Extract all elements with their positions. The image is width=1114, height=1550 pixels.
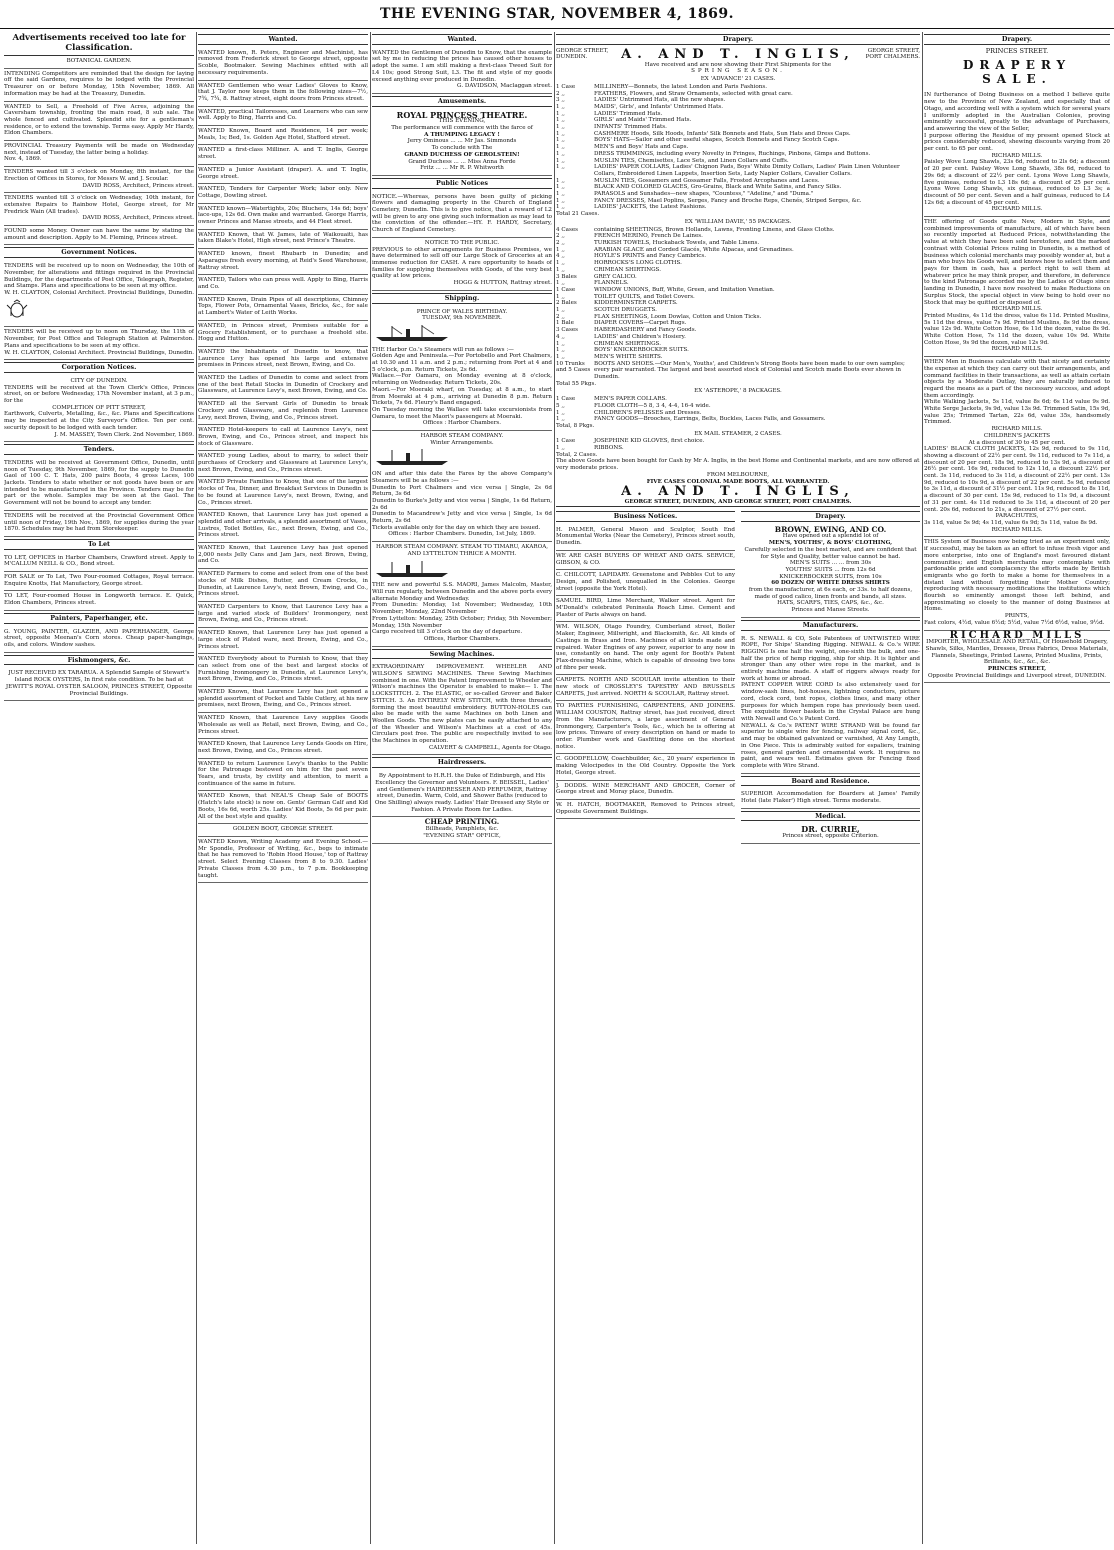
section-heading: Drapery. [924,34,1110,45]
drapery-sub [741,509,920,844]
goods-row [556,396,920,403]
wanted-ad: WANTED Known, Board and Residence, 14 per week; Meals, 1s; Bed, 1s. Golden Age Hotel, Stafford street. [198,126,368,145]
wanted-ad: WANTED all the Servant Girls of Dunedin to break Crockery and Glassware, and replenish from Laurence Levy, next Brown, Ewing, and Co., Princes street. [198,399,368,425]
goods-qty: 1 ,, [556,124,565,131]
notice-ad: NOTICE TO THE PUBLIC. PREVIOUS to other arrangements for Business Premises, we have determined to sell off our Large Stock of Groceries at an immense reduction for CASH. A rare opportunity to heads of families for supplying themselves with Goods, of the very best quality at low prices. HOGG & HUTTON, Rattray street. [372,238,552,291]
hsc-ad: HARBOR STEAM COMPANY. Winter Arrangements. ON and after this date the Fares by the above Company's Steamers will be as follows :— Dunedin to Port Chalmers and vice versa | Single, 2s 6d Return, 3s 6d Dunedin to Burke's Jetty and vice versa | Single, 1s 6d Return, 2s 6d Dunedin to Macandrew's Jetty and vice versa | Single, 1s 6d Return, 2s 6d Tickets available only for the day on which they are issued. Offices : Harbor Chambers. Dunedin, 1st July, 1869. [372,431,552,542]
hairdresser-ad: By Appointment to H.R.H. the Duke of Edinburgh, and His Excellency the Governor and Volunteers. F. BEISSEL, Ladies' and Gentlemen's HAIRDRESSER AND PERFUMER, Rattray street, Dunedin. Warm, Cold, and Shower Baths (reduced to One Shilling) always ready. Ladies' Hair Dressed any Style or Fashion. A Private Room for Ladies. [372,771,552,817]
goods-desc: BOYS' KNICKERBOCKER SUITS. [594,347,689,354]
goods-desc: MEN'S WHITE SHIRTS. [594,353,663,360]
section-heading: Drapery. [741,511,920,522]
business-ad: CARPETS. NORTH AND SCOULAR invite attention to their new stock of CROSSLEY'S TAPESTRY AND BRUSSELS CARPETS, Just arrived. NORTH & SCOULAR, Rattray street. [556,675,735,701]
goods-row [556,438,920,445]
goods-qty: 3 Cases [556,327,579,334]
goods-row [556,361,920,381]
goods-row [556,104,920,111]
wanted-ad: WANTED Known, that Laurence Levy has just opened a splendid and other arrivals, a splendid assortment of Vases, Lustres, Toilet Bottles, &c., next Brown, Ewing, and Co., Princes street. [198,510,368,543]
fare-row: Dunedin to Macandrew's Jetty and vice versa | Single, 1s 6d Return, 2s 6d [372,511,552,525]
to-let-ad: FOR SALE or To Let, Two Four-roomed Cottages, Royal terrace. Enquire Knotts, Hat Manufactory, George street. [4,572,194,591]
section-heading: To Let [4,539,194,550]
goods-qty: 4 Cases [556,226,579,233]
wanted-ad: WANTED the Inhabitants of Dunedin to know, that Laurence Levy has opened his large and extensive premises in Princes street, next Brown, Ewing, and Co. [198,347,368,373]
wanted-ad: WANTED the Ladies of Dunedin to come and select from one of the best Retail Stocks in Dunedin of Crockery and Glassware, at Laurence Levy's, next Brown, Ewing, and Co. [198,373,368,399]
section-heading: Corporation Notices. [4,362,194,373]
goods-desc: MAIDS', Girls', and Infants' Untrimmed Hats. [594,103,724,110]
wanted-ad: WANTED, Tailors who can press well. Apply to Bing, Harris and Co. [198,275,368,294]
section-heading: Drapery. [556,34,920,45]
mills-ad: THIS System of Business now being tried as an experiment only, if successful, may be taken as an effort to infuse fresh vigor and more enterprise, into one of England's most favoured distant communities; and English merchants may contemplate with pardonable pride and complacency the efforts made by British emigrants who go forth to make a home for themselves in a distant land without forgetting their Mother Country; reproducing with necessary modifications the institutions which flourish so eminently amongst those left behind, and approximating so closely to the manner of doing Business at Home. PRINTS, Fast colors, 4½d, value 6½d; 5½d, value 7½d 6½d, value, 9½d. [924,537,1110,630]
goods-row [556,334,920,341]
royal-crest-icon [4,299,30,319]
goods-qty: 1 ,, [556,340,565,347]
business-ad: W. H. HATCH, BOOTMAKER, Removed to Princes street, Opposite Government Buildings. [556,800,735,819]
section-heading: Hairdressers. [372,757,552,768]
goods-qty: 1 ,, [556,164,565,171]
col4-sub [556,509,920,844]
goods-desc: LADIES' Untrimmed Hats, all the new shapes. [594,97,726,104]
goods-row [556,347,920,354]
goods-qty: 1 ,, [556,280,565,287]
goods-row [556,131,920,138]
goods-desc: LADIES' JACKETS, the Latest Fashions. [594,204,707,211]
column-rule [554,32,555,1544]
mills-ad: WHEN Men in Business calculate with that nicety and certainty the expense at which they can carry out their arrangements, and command facilities in their transactions, as well as attain certain objects by a Moderate Outlay, they are naturally induced to regard the means as a part of the necessary success, and adopt them accordingly. White Walking Jackets, 5s 11d, value 8s 6d; 6s 11d value 9s 9d. White Serge Jackets, 9s 9d, value 13s 9d. Trimmed Satin, 15s 9d, value 25s; Trimmed Tartan, 22s 6d, value 35s, handsomely Trimmed. RICHARD MILLS. CHILDREN'S JACKETS At a discount of 30 to 45 per cent. LADIES' BLACK CLOTH JACKETS, 12s 9d, reduced to 9s 11d, showing a discount of 22½ per cent. 9s 11d, reduced to 7s 11d, a discount of 20 per cent. 18s 9d, reduced to 13s 9d, a discount of 26½ per cent. 16s 9d, reduced to 12s 11d, a discount 22½ per cent. 3s 11d, reduced to 3s 11d, a discount of 22½ per cent. 13s 9d, reduced to 10s 9d, a discount of 22 per cent. 5s 9d, reduced to 3s 11d, a discount of 31½ per cent. 11s 9d, reduced to 8s 11d, a discount of 30 per cent. 15s 9d, reduced to 11s 9d, a discount of 31 per cent. 4s 11d reduced to 3s 11d, a discount of 20 per cent. 20s 6d, reduced to 21s, a discount of 27½ per cent. PARACHUTES, 3s 11d, value 5s 9d; 4s 11d, value 6s 9d; 5s 11d, value 8s 9d. RICHARD MILLS. [924,357,1110,537]
wanted-ad: WANTED Known, that Laurence Levy Lends Goods on Hire, next Brown, Ewing, and Co., Princes street. [198,739,368,758]
goods-qty: 4 ,, [556,333,565,340]
goods-desc: INFANTS' Trimmed Hats. [594,124,667,131]
to-let-ad: TO LET, Four-roomed House in Longworth terrace. E. Quick, Eldon Chambers, Princes street. [4,591,194,610]
goods-qty: 1 ,, [556,144,565,151]
goods-row [556,280,920,287]
goods-qty: 2 ,, [556,233,565,240]
goods-qty: 1 ,, [556,103,565,110]
business-ad: WM. WILSON, Otago Foundry, Cumberland street, Boiler Maker, Engineer, Millwright, and Blacksmith, &c. All kinds of Castings in Brass and Iron. Machines of all kinds made and repaired. Water Engines of any power, superior to any now in use, constantly on hand. The only agent for Booth's Patent Flax-dressing Machine, which is capable of dressing two tons of fibre per week. [556,622,735,675]
tenders-ad: TENDERS wanted till 3 o'clock on Wednesday, 10th instant, for extensive Repairs to Rainbow Hotel, George street, for Mr Fredrick Wain (All trades). DAVID ROSS, Architect, Princes street. [4,193,194,226]
davidson-ad: WANTED the Gentlemen of Dunedin to Know, that the example set by me in reducing the prices has caused other houses to adopt the same. I am still making a first-class Tweed Suit for L4 10s; good Strong Suit, L3. The fit and style of my goods exceed anything ever produced in Dunedin. G. DAVIDSON, Maclaggan street. [372,48,552,94]
wanted-ad: WANTED Known, that Laurence Levy supplies Goods Wholesale as well as Retail, next Brown, Ewing, and Co., Princes street. [198,713,368,739]
goods-qty: 1 Case [556,83,576,90]
goods-row [556,307,920,314]
goods-desc: SCOTCH DRUGGETS. [594,307,657,314]
section-heading: Wanted. [198,34,368,45]
newall-ad: R. S. NEWALL & CO, Sole Patentees of UNTWISTED WIRE ROPE, For Ships' Standing Rigging. NEWALL & Co.'s WIRE RIGGING Is one half the weight, one-sixth the bulk, and one-half the price of hemp rigging, ship for ship. It is lighter and stronger than any other wire rope in the market, and is entirely machine made. A staff of riggers always ready for work at home or abroad. PATENT COPPER WIRE CORD Is also extensively used for window-sash lines, hot-houses, lightning conductors, picture cord, clock cord, tent ropes, clothes lines, and many other purposes for which hempen rope has previously been used. The exquisite flower baskets in the Crystal Palace are hung with Newall and Co.'s Patent Cord. NEWALL & Co.'s PATENT WIRE STRAND Will be found far superior to single wire for fencing, railway signal cord, &c., and may be obtained galvanized or varnished, At Any Length, in One Piece. This is admirably suited for espaliers, training roses, general garden and ornamental work. It requires no paint, and wears well. Estimates given for Fencing fixed complete with Wire Strand. [741,634,920,774]
goods-qty: 1 ,, [556,260,565,267]
suits-list [741,560,920,580]
fare-row: Dunedin to Burke's Jetty and vice versa | Single, 1s 6d Return, 2s 6d [372,497,552,511]
goods-row [556,204,920,211]
goods-row [556,164,920,177]
goods-row [556,117,920,124]
goods-desc: BOOTS AND SHOES.—Our Men's, Youths', and Children's Strong Boots have been made to our own samples; every pair warranted. The largest and best assorted stock of Colonial and Scotch made Boots ever shown in Dunedin. [594,360,905,381]
wanted-ad: WANTED Everybody about to Furnish to Know, that they can select from one of the best and largest stocks of Furnishing Ironmongery in Dunedin, at Laurence Levy's, next Brown, Ewing, and Co., Princes street. [198,654,368,687]
goods-row [556,267,920,274]
goods-qty: 1 Bale [556,320,574,327]
wanted-ad: WANTED young Ladies, about to marry, to select their purchases of Crockery and Glassware at Laurence Levy's, next Brown, Ewing, and Co., Princes street. [198,451,368,477]
column-rule [196,32,197,1544]
goods-qty: 2 ,, [556,313,565,320]
goods-desc: TURKISH TOWELS, Huckaback Towels, and Table Linens. [594,239,760,246]
goods-row [556,151,920,158]
business-list [556,525,735,820]
wanted-ad: WANTED Farmers to come and select from one of the best stocks of Milk Dishes, Butter, and Cream Crocks, in Dunedin, at Laurence Levy's, next Brown, Ewing, and Co., Princes street. [198,569,368,602]
goods-desc: WINDOW UNIONS, Buff, White, Green, and Imitation Venetian. [594,286,775,293]
theatre-ad: ROYAL PRINCESS THEATRE. THIS EVENING, The performance will commence with the farce of A THUMPING LEGACY ! Jerry Ominous ... ... Mr Jas. Simmonds To conclude with The GRAND DUCHESS OF GEROLSTEIN! Grand Duchess ... ... Miss Anna Forde Fritz ... ... Mr R. P. Whitworth [372,110,552,176]
goods-list [556,396,920,423]
goods-row [556,445,920,452]
wanted-ad: WANTED known—Watertights, 20s; Bluchers, 14s 6d; boys' lace-ups, 12s 6d. Own make and warranted. George Harris, owner Princes and Manse streets, and 44 Fleet street. [198,204,368,230]
botanical-ad: INTENDING Competitors are reminded that the design for laying off the said Gardens, requires to be lodged with the Provincial Treasurer on or before Monday, 15th November, 1869. All information may be had at the Treasury, Dunedin. [4,69,194,102]
goods-desc: FANCY GOODS—Brooches, Earrings, Belts, Buckles, Laces Falls, and Gossamers. [594,416,826,423]
section-heading: Fishmongers, &c. [4,655,194,666]
column-rule [370,32,371,1544]
wanted-ad: WANTED known, R. Peters, Engineer and Machinist, has removed from Frederick street to George street, opposite Scoble, Bootmaker. Sewing Machines efitted with all necessary requirements. [198,48,368,81]
business-ad: WE ARE CASH BUYERS OF WHEAT AND OATS. SERVICE, GIBSON, & CO. [556,551,735,570]
goods-list [556,438,920,451]
painter-ad: G. YOUNG, PAINTER, GLAZIER, AND PAPERHANGER, George street, opposite Meenan's Corn stores. Cheap paper-hangings, oils, and colors. Window sashes. [4,627,194,653]
goods-row [556,111,920,118]
goods-row [556,144,920,151]
goods-qty: 1 ,, [556,246,565,253]
wanted-ad: WANTED Known, that Laurence Levy has just opened 2,000 nests Jelly Cans and Jam Jars, next Brown, Ewing, and Co. [198,543,368,569]
goods-row [556,124,920,131]
botanical-head: BOTANICAL GARDEN. [4,56,194,69]
goods-desc: JOSEPHINE KID GLOVES, first choice. [594,438,705,445]
wanted-ad: WANTED to return Laurence Levy's thanks to the Public for the Patronage bestowed on him for the past seven Years, and trusts, by civility and attention, to merit a continuance of the same in future. [198,759,368,792]
goods-row [556,341,920,348]
goods-row [556,416,920,423]
inglis-name: A. AND T. INGLIS, [621,484,855,500]
wanted-sell-ad: WANTED to Sell, a Freehold of Five Acres, adjoining the Caversham township, fronting the main road, 8 sub sale. The whole fenced and cultivated. Splendid site for a gentleman's residence, or to extend the township. Terms easy. Apply Mr Hardy, Eldon Chambers. [4,102,194,142]
goods-row [556,410,920,417]
mills-ad: THE offering of Goods quite New, Modern in Style, and combined improvements of manufacture, all of which have been so recently imported at Reduced Prices, notwithstanding the value at which they have been sold heretofore, and the marked contrast with Colonial Prices ruling in Dunedin, is a method of business which colonial merchants may possibly wonder at, but a man who buys his Goods well, and knows how to select them and pays for them in cash, has a perfect right to sell them at whatever price he may think proper, and therefore, in deference to the kind Patronage accorded me by the Ladies of Otago since landing in Dunedin, I have now resolved to make Reductions on Surplus Stock, the special object in view being to hold over no Stock that may be quitted or disposed of. RICHARD MILLS. Printed Muslins, 4s 11d the dress, value 6s 11d. Printed Muslins, 5s 11d the dress, value 7s 9d. Printed Muslins, 8s 9d the dress, value 12s 9d. White Cotton Hose, 6s 11d the dozen, value 8s 9d. White Cotton Hose, 7s 11d the dozen, value 10s 9d. White Cotton Hose, 9s 9d the dozen, value 12s 9d. RICHARD MILLS. [924,217,1110,357]
drapery-sale-title: DRAPERY SALE. [962,58,1072,87]
column-3 [372,32,552,1544]
goods-row [556,184,920,191]
sewing-ad: EXTRAORDINARY IMPROVEMENT. WHEELER AND WILSON'S SEWING MACHINES. Three Sewing Machines combined in one. With the Patent Improvement to Wheeler and Wilson's machines the Operator is enabled to make— 1. The LOCKSTITCH. 2. The ELASTIC, or so-called Grover and Baker STITCH. 3. An ENTIRELY NEW STITCH, with three threads, forming the most beautiful embroidery. BUTTON-HOLES can also be made with the same Machines on both Linen and Woollen Goods. The new plates can be easily attached to any of the Wheeler and Wilson's Machines at a cost of 45s. Circulars post free. The public are respectfully invited to see the Machines in operation. CALVERT & CAMPBELL, Agents for Otago. [372,662,552,755]
section-heading: Medical. [741,811,920,822]
goods-row [556,191,920,198]
goods-desc: GREY CALICO. [594,273,637,280]
wanted-ad: WANTED Gentlemen who wear Ladies' Gloves to Know, that J. Taylor now keeps them in the following sizes—7½, 7¾, 7¾, 8. Rattray street, eight doors from Princes street. [198,81,368,107]
section-heading: Government Notices. [4,247,194,258]
goods-row [556,158,920,165]
goods-qty: 1 ,, [556,110,565,117]
wanted-ad: WANTED Known, Drain Pipes of all descriptions, Chimney Tops, Flower Pots, Ornamental Vases, Bricks, &c., for sale at Lambert's Water of Leith Works. [198,295,368,321]
wanted-ad: WANTED Private Families to Know, that one of the largest stocks of Tea, Dinner, and Breakfast Services in Dunedin is to be found at Laurence Levy's, next Brown, Ewing, and Co., Princes street. [198,477,368,510]
goods-desc: FLOOR CLOTH—5 8, 3 4, 4-4, 16-4 wide. [594,402,711,409]
goods-qty: 1 Case [556,438,576,445]
found-ad: FOUND some Money. Owner can have the same by stating the amount and description. Apply to M. Fleming, Princes street. [4,226,194,245]
goods-row [556,320,920,327]
goods-qty: 2 ,, [556,90,565,97]
goods-desc: HORROCKS'S LONG CLOTHS. [594,260,682,267]
goods-qty: 10 Trunks and 5 Cases [556,360,591,374]
section-heading: Sewing Machines. [372,649,552,660]
goods-qty: 1 ,, [556,150,565,157]
goods-row [556,314,920,321]
goods-desc: TOILET QUILTS, and Toilet Covers. [594,293,695,300]
goods-qty: 1 ,, [556,130,565,137]
schedule-row: From Lyttelton: Monday, 25th October; Friday, 5th November; Monday, 15th November [372,615,552,629]
goods-qty: 4 ,, [556,253,565,260]
goods-desc: containing SHEETINGS, Brown Hollands, Lawns, Fronting Linens, and Glass Cloths. [594,226,835,233]
mills-ad: IN furtherance of Doing Business on a method I believe quite new to the Province of New Zealand, and especially that of Otago, and according well with a system which for several years I uniformly adopted in the Australian Colonies, proving eminently successful, greatly to the advantage of Purchasers, and answering the view of the Seller, I purpose offering the Residue of my present opened Stock at prices considerably reduced, shewing discounts varying from 20 per cent. to 65 per cent. RICHARD MILLS. Paisley Wove Long Shawls, 23s 6d, reduced to 2ls 6d; a discount of 20 per cent. Paisley Wove Long Shawls, 38s 6d, reduced to 29s 6d; a discount of 22½ per cent. Lyons Wove Long Shawls, five guineas, reduced to L3 18s 6d; a discount of 25 per cent. Lyons Wove Long Shawls, six guineas, reduced to L3 3s; a discount of 50 per cent. Seven and a half guineas, reduced to L4 12s 6d; a discount of 45 per cent. RICHARD MILLS. [924,90,1110,217]
schedule-row: From Dunedin: Monday, 1st November; Wednesday, 10th November; Monday, 22nd November [372,602,552,616]
section-heading: Shipping. [372,293,552,304]
goods-desc: RIBBONS. [594,445,624,452]
fare-row: Dunedin to Port Chalmers and vice versa | Single, 2s 6d Return, 3s 6d [372,484,552,498]
steamer-icon [372,560,452,578]
inglis-header: GEORGE STREET, DUNEDIN. A. AND T. INGLIS, GEORGE STREET, PORT CHALMERS. [556,46,920,62]
goods-desc: FRENCH MERINO, French De Laines. [594,233,703,240]
goods-desc: FLAX SHEETINGS, Loom Dowlas, Cotton and Union Ticks. [594,313,762,320]
board-ad: SUPERIOR Accommodation for Boarders at James' Family Hotel (late Flaker') High street. Terms moderate. [741,789,920,808]
wanted-ad: WANTED Known, that Laurence Levy has just opened a splendid assortment of Pocket and Table Cutlery, at his new premises, next Brown, Ewing, and Co., Princes street. [198,687,368,713]
goods-row [556,240,920,247]
wanted-ad: WANTED Carpenters to Know, that Laurence Levy has a large and varied stock of Builders' Ironmongery, next Brown, Ewing, and Co., Princes street. [198,602,368,628]
column-rule [922,32,923,1544]
goods-row [556,253,920,260]
goods-desc: KIDDERMINSTER CARPETS. [594,300,678,307]
goods-row [556,91,920,98]
fare-list [372,485,552,525]
goods-qty: 1 ,, [556,347,565,354]
goods-desc: PARASOLS and Sunshades—new shapes, "Countess," "Adeline," and "Duma." [594,191,814,198]
goods-desc: CASHMERE Hoods, Silk Hoods, Infants' Silk Bonnets and Hats, Sun Hats and Dress Caps. [594,130,851,137]
goods-desc: LADIES' Trimmed Hats. [594,110,663,117]
wanted-ad: WANTED a first-class Milliner. A. and T. Inglis, George street. [198,145,368,164]
goods-qty: 1 ,, [556,409,565,416]
schedule-list [372,602,552,629]
golden-boot: GOLDEN BOOT, GEORGE STREET. [198,824,368,837]
wanted-list [198,48,368,825]
wanted-ad: WANTED, practical Tailoresses, and Learners who can sew well. Apply to Bing, Harris and Co. [198,107,368,126]
goods-row [556,198,920,205]
to-let-ad: TO LET, OFFICES in Harbor Chambers, Crawford street. Apply to M'CALLUM NEILL & CO., Bond street. [4,553,194,572]
business-ad: C. CHILCOTT, LAPIDARY. Greenstone and Pebbles Cut to any Design, and Polished, unequalled in the Colonies. George street (opposite the York Hotel). [556,570,735,596]
goods-qty: 1 ,, [556,137,565,144]
goods-qty: 1 ,, [556,293,565,300]
notice-ad: NOTICE.—Whereas, persons have been guilty of picking flowers and damaging property in the Church of England Cemetery, Dunedin. This is to give notice, that a reward of L2 will be given to any one giving such information as may lead to the conviction of the offender.—HY. F. HARDY, Secretary, Church of England Cemetery. [372,192,552,238]
goods-qty: 1 ,, [556,353,565,360]
wanted-ad: WANTED Hotel-keepers to call at Laurence Levy's, next Brown, Ewing, and Co., Princes street, and inspect his stock of Glassware. [198,425,368,451]
goods-row [556,294,920,301]
business-ad: TO PARTIES FURNISHING, CARPENTERS, AND JOINERS. WILLIAM COUSTON, Rattray street, has just received, direct from the Manufacturers, a large assortment of General Ironmongery, Carpenter's Tools, &c., which he is offering at low prices. Tinware of every description on hand or made to order. Plumber work and Gasfitting done on the shortest notice. [556,701,735,754]
goods-desc: MEN'S and Boys' Hats and Caps. [594,144,689,151]
wanted-ad: WANTED known, finest Rhubarb in Dunedin; and Asparagus fresh every morning, at Reid's Seed Warehouse, Rattray street. [198,249,368,275]
goods-qty: 1 ,, [556,266,565,273]
goods-row [556,260,920,267]
maori-ad: HARBOR STEAM COMPANY. STEAM TO TIMARU, AKAROA, AND LYTTELTON THRICE A MONTH. THE new and powerful S.S. MAORI, James Malcolm, Master, Will run regularly, between Dunedin and the above ports every alternate Monday and Wednesday. From Dunedin: Monday, 1st November; Wednesday, 10th November; Monday, 22nd November From Lyttelton: Monday, 25th October; Friday, 5th November; Monday, 15th November Cargo received till 3 o'clock on the day of departure. Offices, Harbor Chambers. [372,542,552,646]
goods-list [556,84,920,211]
corp-notice: CITY OF DUNEDIN. TENDERS will be received at the Town Clerk's Office, Princes street, on or before Wednesday, 17th November instant, at 3 p.m., for the COMPLETION OF PITT STREET, Earthwork, Culverts, Metalling, &c., &c. Plans and Specifications may be inspected at the City Surveyor's Office. Ten per cent. security deposit to be lodged with each tender. J. M. MASSEY, Town Clerk. 2nd November, 1869. [4,376,194,442]
column-5: Drapery. PRINCES STREET. DRAPERY SALE. IN furtherance of Doing Business on a method I believe quite new to the Province of New Zealand, and especially that of Otago, and according well with a system which for several years I uniformly adopted in the Australian Colonies, proving eminently successful, greatly to the advantage of Purchasers, and answering the view of the Seller, I purpose offering the Residue of my present opened Stock at prices considerably reduced, shewing discounts varying from 20 per cent. to 65 per cent. RICHARD MILLS. Paisley Wove Long Shawls, 23s 6d, reduced to 2ls 6d; a discount of 20 per cent. Paisley Wove Long Shawls, 38s 6d, reduced to 29s 6d; a discount of 22½ per cent. Lyons Wove Long Shawls, five guineas, reduced to L3 18s 6d; a discount of 25 per cent. Lyons Wove Long Shawls, six guineas, reduced to L3 3s; a discount of 50 per cent. Seven and a half guineas, reduced to L4 12s 6d; a discount of 45 per cent. RICHARD MILLS. THE offering of Goods quite New, Modern in Style, and combined improvements of manufacture, all of which have been so recently imported at Reduced Prices, notwithstanding the value at which they have been sold heretofore, and the marked contrast with Colonial Prices ruling in Dunedin, is a method of business which colonial merchants may possibly wonder at, but a man who buys his Goods well, and knows how to select them and pays for them in cash, has a perfect right to sell them at whatever price he may think proper, and therefore, in deference to the kind Patronage accorded me by the Ladies of Otago since landing in Dunedin, I have now resolved to make Reductions on Surplus Stock, the special object in view being to hold over no Stock that may be quitted or disposed of. RICHARD MILLS. Printed Muslins, 4s 11d the dress, value 6s 11d. Printed Muslins, 5s 11d the dress, value 7s 9d. Printed Muslins, 8s 9d the dress, value 12s 9d. White Cotton Hose, 6s 11d the dozen, value 8s 9d. White Cotton Hose, 7s 11d the dozen, value 10s 9d. White Cotton Hose, 9s 9d the dozen, value 12s 9d. RICHARD MILLS. WHEN Men in Business calculate with that nicety and certainty the expense at which they can carry out their arrangements, and command facilities in their transactions, as well as attain certain objects by a Moderate Outlay, they are naturally induced to regard the means as a part of the necessary success, and adopt them accordingly. White Walking Jackets, 5s 11d, value 8s 6d; 6s 11d value 9s 9d. White Serge Jackets, 9s 9d, value 13s 9d. Trimmed Satin, 15s 9d, value 25s; Trimmed Tartan, 22s 6d, value 35s, handsomely Trimmed. RICHARD MILLS. CHILDREN'S JACKETS At a discount of 30 to 45 per cent. LADIES' BLACK CLOTH JACKETS, 12s 9d, reduced to 9s 11d, showing a discount of 22½ per cent. 9s 11d, reduced to 7s 11d, a discount of 20 per cent. 18s 9d, reduced to 13s 9d, a discount of 26½ per cent. 16s 9d, reduced to 12s 11d, a discount 22½ per cent. 3s 11d, reduced to 3s 11d, a discount of 22½ per cent. 13s 9d, reduced to 10s 9d, a discount of 22 per cent. 5s 9d, reduced to 3s 11d, a discount of 31½ per cent. 11s 9d, reduced to 8s 11d, a discount of 30 per cent. 15s 9d, reduced to 11s 9d, a discount of 31 per cent. 4s 11d reduced to 3s 11d, a discount of 20 per cent. 20s 6d, reduced to 21s, a discount of 27½ per cent. PARACHUTES, 3s 11d, value 5s 9d; 4s 11d, value 6s 9d; 5s 11d, value 8s 9d. RICHARD MILLS. THIS System of Business now being tried as an experiment only, if successful, may be taken as an effort to infuse fresh vigor and more enterprise, into one of England's most favoured distant communities; and English merchants may contemplate with pardonable pride and complacency the efforts made by British emigrants who go forth to make a home for themselves in a distant land without forgetting their Mother Country; reproducing with necessary modifications the institutions which flourish so eminently amongst those left behind, and approximating so closely to the manner of doing Business at Home. PRINTS, Fast colors, 4½d, value 6½d; 5½d, value 7½d 6½d, value, 9½d. RICHARD MILLS IMPORTER, WHOLESALE AND RETAIL, Of Household Drapery, Shawls, Silks, Mantles, Dresses, Dress Fabrics, Dress Materials, Flannels, Sheetings, Printed Lawns, Printed Muslins, Prints, Brilliants, &c., &c., &c. PRINCES STREET, Opposite Provincial Buildings and Liverpool street, DUNEDIN. [924,32,1110,1544]
gov-notice: TENDERS will be received up to noon on Thursday, the 11th of November, for Post Office and Telegraph Station at Palmerston. Plans and specifications to be seen at my office. W. H. CLAYTON, Colonial Architect. Provincial Buildings, Dunedin. [4,327,194,360]
goods-qty: 1 ,, [556,191,565,198]
business-ad: C. GOODFELLOW, Coachbuilder, &c., 20 years' experience in making Velocipedes in the Old Country. Opposite the York Hotel, George street. [556,754,735,780]
goods-row [556,300,920,307]
goods-row [556,178,920,185]
goods-desc: FEATHERS, Flowers, and Straw Ornaments, selected with great care. [594,90,793,97]
section-heading: Public Notices [372,178,552,189]
goods-qty: 5 ,, [556,402,565,409]
goods-qty: 2 Bales [556,300,577,307]
goods-row [556,287,920,294]
goods-desc: DRESS TRIMMINGS, including every Novelty in Fringes, Ruchings, Pinbons, Gimps and Buttons. [594,150,871,157]
printing-ad: CHEAP PRINTING. Billheads, Pamphlets, &c. "EVENING STAR" OFFICE, [372,817,552,843]
goods-qty: 3 Bales [556,273,577,280]
tender-ad: TENDERS will be received at the Provincial Government Office until noon of Friday, 19th Nov., 1869, for supplies during the year 1870. Schedules may be had from Storekeeper. [4,511,194,537]
goods-row [556,84,920,91]
goods-qty: 1 Case [556,396,576,403]
column-2 [198,32,368,1544]
steamer-icon [372,448,452,466]
goods-desc: FANCY DRESSES, Mael Poplins, Serges, Fancy and Broche Reps, Chenés, Striped Serges, &c. [594,197,862,204]
goods-row [556,327,920,334]
goods-desc: BOYS' HATS—Sailor and other useful shapes, Scotch Bonnets and Fancy Scotch Caps. [594,137,840,144]
goods-desc: DIAPER COVERS—Carpet Rugs. [594,320,687,327]
gov-notice: TENDERS will be received up to noon on Wednesday, the 10th of November, for alterations and fittings required in the Provincial Buildings, for the departments of Post Office, Telegraph, Register, and Stamps. Plans and specifications to be seen at my office. W. H. CLAYTON, Colonial Architect. Provincial Buildings, Dunedin. [4,261,194,327]
brown-ewing-ad: BROWN, EWING, AND CO. Have opened out a splendid lot of MEN'S, YOUTHS', & BOYS' CLOTHING, Carefully selected in the best market, and are confident that for Style and Quality, better value cannot be had. MEN'S SUITS ... ... from 30s YOUTHS' SUITS ... from 12s 6d KNICKERBOCKER SUITS, from 10s 60 DOZEN OF WHITE DRESS SHIRTS from the manufacturer, at 6s each, or 33s. to half dozens, made of good calico, linen fronts and bands, all sizes. HATS, SCARFS, TIES, CAPS, &c., &c. Princes and Manse Streets. [741,525,920,618]
goods-qty: 1 ,, [556,117,565,124]
column-4: Drapery. GEORGE STREET, DUNEDIN. A. AND T. INGLIS, GEORGE STREET, PORT CHALMERS. Have received and are now showing their First Shipments for the SPRING SEASON. EX 'ADVANCE' 21 CASES. 1 Case MILLINERY—Bonnets, the latest London and Paris Fashions. 2 ,, FEATHERS, Flowers, and Straw Ornaments, selected with great care. 3 ,, LADIES' Untrimmed Hats, all the new shapes. 1 ,, MAIDS', Girls', and Infants' Untrimmed Hats. 1 ,, LADIES' Trimmed Hats. 1 ,, GIRLS' and Maids' Trimmed Hats. 1 ,, INFANTS' Trimmed Hats. 1 ,, CASHMERE Hoods, Silk Hoods, Infants' Silk Bonnets and Hats, Sun Hats and Dress Caps. 1 ,, BOYS' HATS—Sailor and other useful shapes, Scotch Bonnets and Fancy Scotch Caps. 1 ,, MEN'S and Boys' Hats and Caps. 1 ,, DRESS TRIMMINGS, including every Novelty in Fringes, Ruchings, Pinbons, Gimps and Buttons. 1 ,, MUSLIN TIES, Chemisettes, Lace Sets, and Linen Collars and Cuffs. 1 ,, LADIES' PAPER COLLARS, Ladies' Chignon Pads, Boys' White Dimity Collars, Ladies' Plain Linen Volunteer Collars, Embroidered Linen Lappets, Insertion Sets, Lady Napier Collars, Cavalier Collars. 1 ,, MUSLIN TIES, Gossamers and Gossamer Falls, Frosted Arcophanes and Laces. 1 ,, BLACK AND COLORED GLACES, Gro-Grains, Black and White Satins, and Fancy Silks. 1 ,, PARASOLS and Sunshades—new shapes, "Countess," "Adeline," and "Duma." 1 ,, FANCY DRESSES, Mael Poplins, Serges, Fancy and Broche Reps, Chenés, Striped Serges, &c. 1 ,, LADIES' JACKETS, the Latest Fashions. Total 21 Cases. EX 'WILLIAM DAVIE,' 55 PACKAGES. 4 Cases containing SHEETINGS, Brown Hollands, Lawns, Fronting Linens, and Glass Cloths. 2 ,, FRENCH MERINO, French De Laines. 2 ,, TURKISH TOWELS, Huckaback Towels, and Table Linens. 1 ,, ARABIAN GLACE and Corded Glacés, White Alpacas, and Grenadines. 4 ,, HOYLE'S PRINTS and Fancy Cambrics. 1 ,, HORROCKS'S LONG CLOTHS. 1 ,, CRIMEAN SHIRTINGS. 3 Bales GREY CALICO. 1 ,, FLANNELS. 1 Case WINDOW UNIONS, Buff, White, Green, and Imitation Venetian. 1 ,, TOILET QUILTS, and Toilet Covers. 2 Bales KIDDERMINSTER CARPETS. 1 ,, SCOTCH DRUGGETS. 2 ,, FLAX SHEETINGS, Loom Dowlas, Cotton and Union Ticks. 1 Bale DIAPER COVERS—Carpet Rugs. 3 Cases HABERDASHERY and Fancy Goods. 4 ,, LADIES' and Children's Hosiery. 1 ,, CRIMEAN SHIRTINGS. 1 ,, BOYS' KNICKERBOCKER SUITS. 1 ,, MEN'S WHITE SHIRTS. 10 Trunks and 5 Cases BOOTS AND SHOES.—Our Men's, Youths', and Children's Strong Boots have been made to our own samples; every pair warranted. The largest and best assorted stock of Colonial and Scotch made Boots ever shown in Dunedin. Total 55 Pkgs. EX 'ASTEROPE,' 8 PACKAGES. 1 Case MEN'S PAPER COLLARS. 5 ,, FLOOR CLOTH—5 8, 3 4, 4-4, 16-4 wide. 1 ,, CHILDREN'S PELISSES and Dresses. 1 ,, FANCY GOODS—Brooches, Earrings, Belts, Buckles, Laces Falls, and Gossamers. Total, 8 Pkgs. EX MAIL STEAMER, 2 CASES. 1 Case JOSEPHINE KID GLOVES, first choice. 1 ,, RIBBONS. Total, 2 Cases. The above Goods have been bought for Cash by Mr A. Inglis, in the best Home and Continental markets, and are now offered at very moderate prices. FROM MELBOURNE, FIVE CASES COLONIAL MADE BOOTS, ALL WARRANTED. A. AND T. INGLIS, GEORGE STREET, DUNEDIN, AND GEORGE STREET, PORT CHALMERS. Business Notices. H. PALMER, General Mason and Sculptor, South End Monumental Works (Near the Cemetery), Princes street south, Dunedin. WE ARE CASH BUYERS OF WHEAT AND OATS. SERVICE, GIBSON, & CO. C. CHILCOTT, LAPIDARY. Greenstone and Pebbles Cut to any Design, and Polished, unequalled in the Colonies. George street (opposite the York Hotel). SAMUEL BIRD, Lime Merchant, Walker street. Agent for M'Donald's celebrated Peninsula Roach Lime. Cement and Plaster of Paris always on hand. WM. WILSON, Otago Foundry, Cumberland street, Boiler Maker, Engineer, Millwright, and Blacksmith, &c. All kinds of Castings in Brass and Iron. Machines of all kinds made and repaired. Water Engines of any power, superior to any now in use, constantly on hand. The only agent for Booth's Patent Flax-dressing Machine, which is capable of dressing two tons of fibre per week. CARPETS. NORTH AND SCOULAR invite attention to their new stock of CROSSLEY'S TAPESTRY AND BRUSSELS CARPETS, Just arrived. NORTH & SCOULAR, Rattray street. TO PARTIES FURNISHING, CARPENTERS, AND JOINERS. WILLIAM COUSTON, Rattray street, has just received, direct from the Manufacturers, a large assortment of General Ironmongery, Carpenter's Tools, &c., which he is offering at low prices. Tinware of every description on hand or made to order. Plumber work and Gasfitting done on the shortest notice. C. GOODFELLOW, Coachbuilder, &c., 20 years' experience in making Velocipedes in the Old Country. Opposite the York Hotel, George street. J. DODDS. WINE MERCHANT AND GROCER, Corner of George street and Moray place, Dunedin. W. H. HATCH, BOOTMAKER, Removed to Princes street, Opposite Government Buildings. Drapery. BROWN, EWING, AND CO. Have opened out a splendid lot of MEN'S, YOUTHS', & BOYS' CLOTHING, Carefully selected in the best market, and are confident that for Style and Quality, better value cannot be had. MEN'S SUITS ... ... from 30s YOUTHS' SUITS ... from 12s 6d KNICKERBOCKER SUITS, from 10s 60 DOZEN OF WHITE DRESS SHIRTS from the manufacturer, at 6s each, or 33s. to half dozens, made of good calico, linen fronts and bands, all sizes. HATS, SCARFS, TIES, CAPS, &c., &c. Princes and Manse Streets. Manufacturers. R. S. NEWALL & CO, Sole Patentees of UNTWISTED WIRE ROPE, For Ships' Standing Rigging. NEWALL & Co.'s WIRE RIGGING Is one half the weight, one-sixth the bulk, and one-half the price of hemp rigging, ship for ship. It is lighter and stronger than any other wire rope in the market, and is entirely machine made. A staff of riggers always ready for work at home or abroad. PATENT COPPER WIRE CORD Is also extensively used for window-sash lines, hot-houses, lightning conductors, picture cord, clock cord, tent ropes, clothes lines, and many other purposes for which hempen rope has previously been used. The exquisite flower baskets in the Crystal Palace are hung with Newall and Co.'s Patent Cord. NEWALL & Co.'s PATENT WIRE STRAND Will be found far superior to single wire for fencing, railway signal cord, &c., and may be obtained galvanized or varnished, At Any Length, in One Piece. This is admirably suited for espaliers, training roses, general garden and ornamental work. It requires no paint, and wears well. Estimates given for Fencing fixed complete with Wire Strand. Board and Residence. SUPERIOR Accommodation for Boarders at James' Family Hotel (late Flaker') High street. Terms moderate. Medical. DR. CURRIE, Princes street, opposite Criterion. [556,32,920,1544]
wanted-ad: WANTED a Junior Assistant (draper). A. and T. Inglis, George street. [198,165,368,184]
goods-row [556,274,920,281]
suit-price: KNICKERBOCKER SUITS, from 10s [779,573,882,580]
tender-ad: TENDERS will be received at Government Office, Dunedin, until noon of Tuesday, 9th November, 1869, for the supply to Dunedin Gaol of 100 C. T. Hats, 200 pairs Boots, 4 gross Laces, 100 Jackets. Tenders to state whether or not goods have been or are intended to be manufactured in the Province. Tenders may be for part or the whole. Samples may be seen at the Gaol. The Government will not be bound to accept any tender. [4,458,194,511]
goods-desc: MEN'S PAPER COLLARS. [594,396,667,403]
provincial-ad: PROVINCIAL Treasury Payments will be made on Wednesday next, instead of Tuesday, the latter being a holiday. Nov. 4, 1869. [4,141,194,167]
goods-desc: LADIES' PAPER COLLARS, Ladies' Chignon Pads, Boys' White Dimity Collars, Ladies' Plain Linen Volunteer Collars, Embroidered Linen Lappets, Insertion Sets, Lady Napier Collars, Cavalier Collars. [594,164,900,177]
section-heading: Painters, Paperhanger, etc. [4,613,194,624]
wanted-ad: WANTED Known, that NEAL'S Cheap Sale of BOOTS (Hatch's late stock) is now on. Gents' German Calf and Kid Boots, 16s 6d, worth 25s. Ladies' Kid Boots, 5s 6d per pair. All of the best style and quality. [198,791,368,824]
section-heading: Amusements. [372,96,552,107]
section-heading: Wanted. [372,34,552,45]
column-1 [4,32,194,1544]
masthead: THE EVENING STAR, NOVEMBER 4, 1869. [0,6,1114,29]
goods-qty: 1 ,, [556,204,565,211]
goods-qty: 1 ,, [556,197,565,204]
goods-qty: 1 ,, [556,307,565,314]
suit-price: MEN'S SUITS ... ... from 30s [789,560,872,567]
wanted-ad: WANTED Known, that Laurence Levy has just opened a large stock of Plated ware, next Brown, Ewing, and Co., Princes street. [198,628,368,654]
wanted-ad: WANTED, in Princes street, Premises suitable for a Grocery Establishment, or to purchase a freehold site. Hogg and Hutton. [198,321,368,347]
section-heading: Business Notices. [556,511,735,522]
business-ad: SAMUEL BIRD, Lime Merchant, Walker street. Agent for M'Donald's celebrated Peninsula Roach Lime. Cement and Plaster of Paris always on hand. [556,596,735,622]
section-heading: Tenders. [4,444,194,455]
business-ad: H. PALMER, General Mason and Sculptor, South End Monumental Works (Near the Cemetery), Princes street south, Dunedin. [556,525,735,551]
goods-desc: ARABIAN GLACE and Corded Glacés, White Alpacas, and Grenadines. [594,246,794,253]
goods-qty: 1 Case [556,286,576,293]
goods-desc: CHILDREN'S PELISSES and Dresses. [594,409,702,416]
business-ad: J. DODDS. WINE MERCHANT AND GROCER, Corner of George street and Moray place, Dunedin. [556,781,735,800]
goods-row [556,354,920,361]
goods-desc: CRIMEAN SHIRTINGS. [594,340,661,347]
steamer-icon [372,324,452,342]
goods-list [556,227,920,381]
goods-qty: 1 ,, [556,184,565,191]
goods-qty: 2 ,, [556,239,565,246]
suit-price: YOUTHS' SUITS ... from 12s 6d [785,566,876,573]
goods-row [556,233,920,240]
goods-desc: LADIES' and Children's Hosiery. [594,333,686,340]
writing-ad: WANTED Known, Writing Academy and Evening School.—Mr Spondle, Professor of Writing, &c., begs to intimate that he has removed to 'Robin Hood House,' top of Rattray street. Select Evening Classes from 8 to 9.30. Ladies' Private Classes from 4.30 p.m., to 7 p.m. Bookkeeping taught. [198,837,368,883]
pow-ad: PRINCE OF WALES BIRTHDAY. TUESDAY, 9th NOVEMBER. THE Harbor Co.'s Steamers will run as follows :— Golden Age and Peninsula.—For Portobello and Port Chalmers, at 10.30 and 11 a.m. and 2 p.m.; returning from Port at 4 and 5 o'clock, p.m. Return Tickets, 2s 6d. Wallace.—For Oamaru, on Monday evening at 8 o'clock, returning on Wednesday. Return Tickets, 20s. Maori.—For Moeraki wharf, on Tuesday, at 8 a.m., to start from Moeraki at 4 p.m., arriving at Dunedin 8 p.m. Return Tickets, 7s 6d. Fleury's Band engaged. On Tuesday morning the Wallace will take excursionists from Oamaru, to meet the Maori's passengers at Moeraki. Offices : Harbor Chambers. [372,307,552,432]
goods-qty: 1 ,, [556,445,565,452]
goods-desc: MILLINERY—Bonnets, the latest London and Paris Fashions. [594,83,768,90]
goods-desc: MUSLIN TIES, Gossamers and Gossamer Falls, Frosted Arcophanes and Laces. [594,177,820,184]
oyster-ad: JUST RECEIVED EX TARARUA. A Splendid Sample of Stewart's Island ROCK OYSTERS, In first rate condition. To be had at JEWITT'S ROYAL OYSTER SALOON, PRINCES STREET, Opposite Provincial Buildings. [4,668,194,701]
goods-row [556,137,920,144]
goods-row [556,97,920,104]
mills-footer: RICHARD MILLS IMPORTER, WHOLESALE AND RETAIL, Of Household Drapery, Shawls, Silks, Mantles, Dresses, Dress Fabrics, Dress Materials, Flannels, Sheetings, Printed Lawns, Printed Muslins, Prints, Brilliants, &c., &c., &c. PRINCES STREET, Opposite Provincial Buildings and Liverpool street, DUNEDIN. [924,631,1110,684]
late-ads-heading: Advertisements received too late for Classification. [4,32,194,56]
goods-desc: FLANNELS. [594,280,629,287]
goods-desc: MUSLIN TIES, Chemisettes, Lace Sets, and Linen Collars and Cuffs. [594,157,789,164]
wanted-ad: WANTED Known, that W. James, late of Waikouaiti, has taken Blake's Hotel, High street, next Prince's Theatre. [198,230,368,249]
goods-row [556,403,920,410]
goods-desc: GIRLS' and Maids' Trimmed Hats. [594,117,692,124]
goods-qty: 1 ,, [556,177,565,184]
tenders-ad: TENDERS wanted till 3 o'clock on Monday, 8th instant, for the Erection of Offices in Stores, for Messrs W. and J. Scoular. DAVID ROSS, Architect, Princes street. [4,167,194,193]
wanted-ad: WANTED, Tenders for Carpenter Work; labor only. New Cottage, Dowling street. [198,184,368,203]
goods-row [556,227,920,234]
goods-row [556,247,920,254]
goods-desc: HOYLE'S PRINTS and Fancy Cambrics. [594,253,707,260]
goods-desc: BLACK AND COLORED GLACES, Gro-Grains, Black and White Satins, and Fancy Silks. [594,184,842,191]
goods-qty: 1 ,, [556,157,565,164]
section-heading: Manufacturers. [741,620,920,631]
section-heading: Board and Residence. [741,776,920,787]
goods-qty: 1 ,, [556,416,565,423]
medical-ad: DR. CURRIE, Princes street, opposite Criterion. [741,824,920,843]
goods-desc: HABERDASHERY and Fancy Goods. [594,327,697,334]
goods-qty: 3 ,, [556,97,565,104]
business-notices [556,509,735,844]
goods-desc: CRIMEAN SHIRTINGS. [594,266,661,273]
